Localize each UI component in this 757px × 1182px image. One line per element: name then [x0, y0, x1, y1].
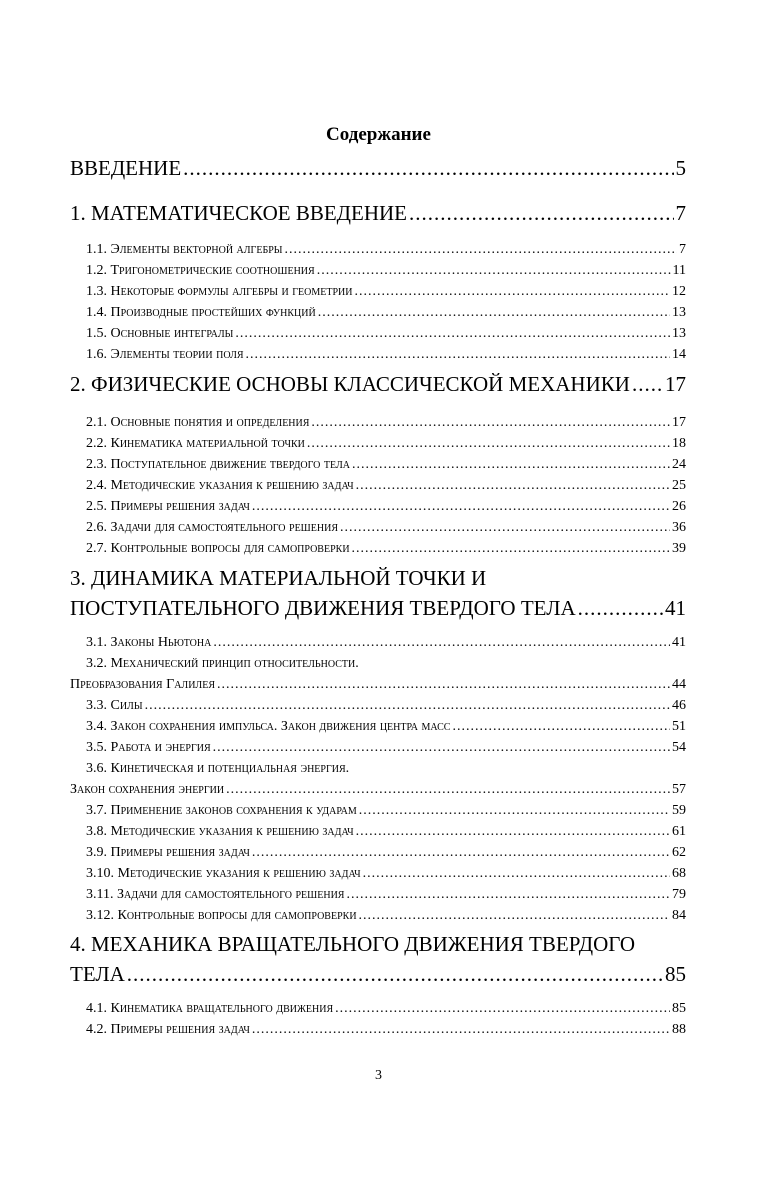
toc-entry-page: 62 [672, 845, 686, 860]
toc-entry-3-6-line1: 3.6. Кинетическая и потенциальная энергия. [86, 761, 350, 776]
toc-entry-title: ВВЕДЕНИЕ [70, 156, 182, 180]
toc-entry-page: 7 [679, 242, 686, 257]
toc-entry-page: 59 [672, 803, 686, 818]
toc-entry-page: 25 [672, 478, 686, 493]
toc-entry-page: 14 [672, 347, 686, 362]
toc-entry-3-4[interactable] [86, 719, 686, 735]
toc-entry-title: 1.6. Элементы теории поля [86, 347, 244, 362]
toc-entry-3-7[interactable] [86, 803, 686, 819]
toc-entry-3-2-line1: 3.2. Механический принцип относительности. [86, 656, 359, 671]
toc-entry-page: 85 [665, 962, 686, 986]
toc-entry-2-4[interactable] [86, 478, 686, 494]
toc-entry-title: Закон сохранения энергии [70, 782, 225, 797]
toc-entry-2-7[interactable] [86, 541, 686, 557]
toc-entry-chapter-1[interactable] [70, 201, 686, 226]
toc-entry-page: 41 [665, 596, 686, 620]
toc-entry-page: 24 [672, 457, 686, 472]
toc-entry-3-12[interactable] [86, 908, 686, 924]
toc-entry-page: 41 [672, 635, 686, 650]
toc-entry-2-3[interactable] [86, 457, 686, 473]
toc-entry-page: 44 [672, 677, 686, 692]
toc-entry-page: 12 [672, 284, 686, 299]
toc-entry-introduction[interactable] [70, 156, 686, 181]
toc-entry-page: 11 [672, 263, 686, 278]
toc-entry-chapter-4[interactable] [70, 962, 686, 987]
toc-entry-title: Преобразования Галилея [70, 677, 215, 692]
toc-entry-page: 57 [672, 782, 686, 797]
toc-entry-page: 85 [672, 1001, 686, 1016]
toc-entry-4-2[interactable] [86, 1022, 686, 1038]
toc-entry-page: 51 [672, 719, 686, 734]
toc-entry-title: 1. МАТЕМАТИЧЕСКОЕ ВВЕДЕНИЕ [70, 201, 407, 225]
page-number: 3 [375, 1068, 382, 1083]
toc-entry-chapter-4-line1: 4. МЕХАНИКА ВРАЩАТЕЛЬНОГО ДВИЖЕНИЯ ТВЕРДОГО [70, 932, 636, 956]
toc-entry-title: 3.8. Методические указания к решению задач [86, 824, 354, 839]
toc-entry-title: 2.3. Поступательное движение твердого тела [86, 457, 350, 472]
toc-entry-2-2[interactable] [86, 436, 686, 452]
toc-entry-title: 1.2. Тригонометрические соотношения [86, 263, 315, 278]
toc-entry-1-6[interactable] [86, 347, 686, 363]
toc-entry-3-1[interactable] [86, 635, 686, 651]
toc-entry-title: 3.7. Применение законов сохранения к ударам [86, 803, 357, 818]
toc-entry-page: 54 [672, 740, 686, 755]
toc-entry-page: 13 [672, 305, 686, 320]
toc-entry-4-1[interactable] [86, 1001, 686, 1017]
toc-entry-title: 2. ФИЗИЧЕСКИЕ ОСНОВЫ КЛАССИЧЕСКОЙ МЕХАНИКИ [70, 372, 630, 396]
toc-entry-title: 1.5. Основные интегралы [86, 326, 234, 341]
toc-entry-page: 36 [672, 520, 686, 535]
toc-entry-2-5[interactable] [86, 499, 686, 515]
toc-entry-page: 84 [672, 908, 686, 923]
toc-entry-title: 2.1. Основные понятия и определения [86, 415, 310, 430]
toc-entry-title: ПОСТУПАТЕЛЬНОГО ДВИЖЕНИЯ ТВЕРДОГО ТЕЛА [70, 596, 576, 620]
toc-entry-page: 88 [672, 1022, 686, 1037]
toc-entry-3-2[interactable] [70, 677, 686, 693]
toc-entry-1-1[interactable] [86, 242, 686, 258]
toc-entry-page: 26 [672, 499, 686, 514]
toc-entry-title: 3.9. Примеры решения задач [86, 845, 250, 860]
toc-entry-3-6[interactable] [70, 782, 686, 798]
toc-entry-title: 2.2. Кинематика материальной точки [86, 436, 305, 451]
toc-entry-1-4[interactable] [86, 305, 686, 321]
toc-entry-2-1[interactable] [86, 415, 686, 431]
toc-entry-3-9[interactable] [86, 845, 686, 861]
toc-entry-title: 4.1. Кинематика вращательного движения [86, 1001, 334, 1016]
toc-entry-page: 68 [672, 866, 686, 881]
toc-entry-3-3[interactable] [86, 698, 686, 714]
toc-entry-title: 3.4. Закон сохранения импульса. Закон движения центра масс [86, 719, 451, 734]
toc-entry-title: 3.11. Задачи для самостоятельного решения [86, 887, 345, 902]
toc-title: Содержание [326, 124, 431, 145]
toc-entry-page: 61 [672, 824, 686, 839]
toc-entry-3-11[interactable] [86, 887, 686, 903]
toc-entry-1-5[interactable] [86, 326, 686, 342]
toc-entry-page: 79 [672, 887, 686, 902]
toc-entry-title: 1.3. Некоторые формулы алгебры и геометрии [86, 284, 353, 299]
toc-entry-3-10[interactable] [86, 866, 686, 882]
toc-entry-title: ТЕЛА [70, 962, 125, 986]
toc-entry-3-8[interactable] [86, 824, 686, 840]
toc-entry-1-2[interactable] [86, 263, 686, 279]
toc-entry-title: 3.5. Работа и энергия [86, 740, 211, 755]
toc-entry-1-3[interactable] [86, 284, 686, 300]
toc-entry-title: 2.6. Задачи для самостоятельного решения [86, 520, 338, 535]
toc-entry-title: 3.1. Законы Ньютона [86, 635, 212, 650]
toc-entry-title: 1.1. Элементы векторной алгебры [86, 242, 283, 257]
toc-entry-title: 4.2. Примеры решения задач [86, 1022, 250, 1037]
toc-entry-page: 13 [672, 326, 686, 341]
toc-entry-title: 3.12. Контрольные вопросы для самопроверки [86, 908, 357, 923]
toc-entry-page: 39 [672, 541, 686, 556]
toc-entry-chapter-2[interactable] [70, 372, 686, 397]
toc-entry-page: 18 [672, 436, 686, 451]
toc-entry-title: 2.7. Контрольные вопросы для самопроверки [86, 541, 350, 556]
toc-entry-page: 46 [672, 698, 686, 713]
toc-entry-title: 3.3. Силы [86, 698, 143, 713]
toc-entry-3-5[interactable] [86, 740, 686, 756]
toc-entry-chapter-3[interactable] [70, 596, 686, 621]
toc-entry-title: 1.4. Производные простейших функций [86, 305, 316, 320]
toc-entry-page: 17 [665, 372, 686, 396]
toc-entry-title: 3.10. Методические указания к решению задач [86, 866, 361, 881]
toc-entry-page: 17 [672, 415, 686, 430]
toc-entry-page: 7 [675, 201, 686, 225]
toc-entry-2-6[interactable] [86, 520, 686, 536]
toc-entry-chapter-3-line1: 3. ДИНАМИКА МАТЕРИАЛЬНОЙ ТОЧКИ И [70, 566, 487, 590]
toc-entry-title: 2.4. Методические указания к решению задач [86, 478, 354, 493]
toc-entry-page: 5 [675, 156, 686, 180]
toc-entry-title: 2.5. Примеры решения задач [86, 499, 250, 514]
